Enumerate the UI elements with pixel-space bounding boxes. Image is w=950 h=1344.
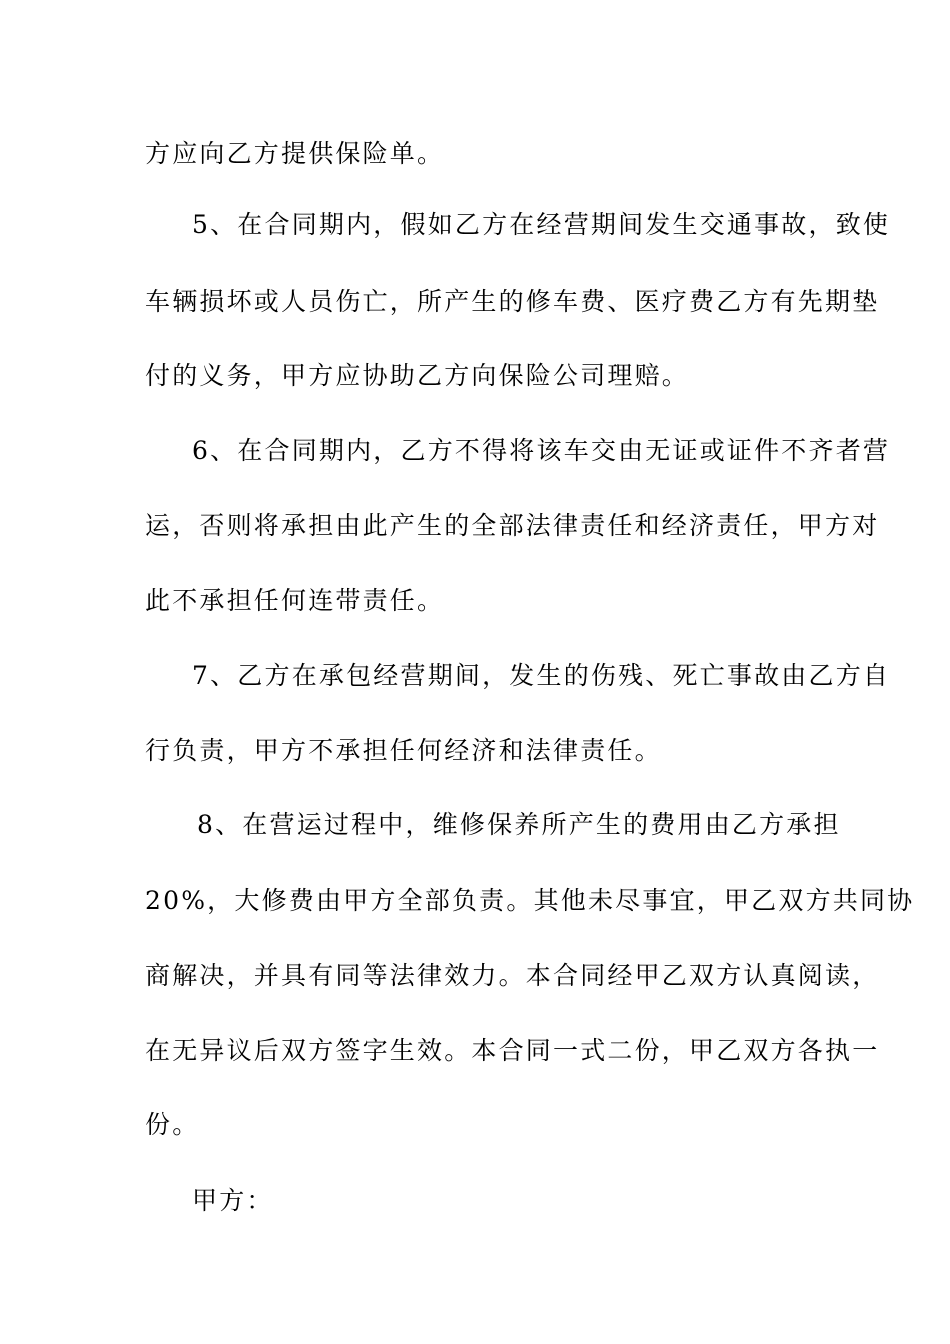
clause-7-line-1: 7、乙方在承包经营期间，发生的伤残、死亡事故由乙方自: [192, 661, 891, 690]
clause-5-line-2: 车辆损坏或人员伤亡，所产生的修车费、医疗费乙方有先期垫: [145, 287, 880, 316]
clause-8-line-2: 20%，大修费由甲方全部负责。其他未尽事宜，甲乙双方共同协: [145, 886, 915, 915]
clause-7-line-2: 行负责，甲方不承担任何经济和法律责任。: [145, 736, 662, 765]
clause-6-line-3: 此不承担任何连带责任。: [145, 586, 445, 615]
clause-5-line-1: 5、在合同期内，假如乙方在经营期间发生交通事故，致使: [192, 210, 891, 239]
text-line: 方应向乙方提供保险单。: [145, 139, 445, 168]
clause-8-line-3: 商解决，并具有同等法律效力。本合同经甲乙双方认真阅读，: [145, 961, 880, 990]
clause-5-line-3: 付的义务，甲方应协助乙方向保险公司理赔。: [145, 361, 690, 390]
clause-8-line-1: 8、在营运过程中，维修保养所产生的费用由乙方承担: [197, 810, 841, 839]
clause-8-line-4: 在无异议后双方签字生效。本合同一式二份，甲乙双方各执一: [145, 1036, 880, 1065]
clause-8-line-5: 份。: [145, 1110, 200, 1139]
clause-6-line-2: 运，否则将承担由此产生的全部法律责任和经济责任，甲方对: [145, 511, 880, 540]
party-a-label: 甲方：: [192, 1186, 274, 1215]
clause-6-line-1: 6、在合同期内，乙方不得将该车交由无证或证件不齐者营: [192, 436, 891, 465]
